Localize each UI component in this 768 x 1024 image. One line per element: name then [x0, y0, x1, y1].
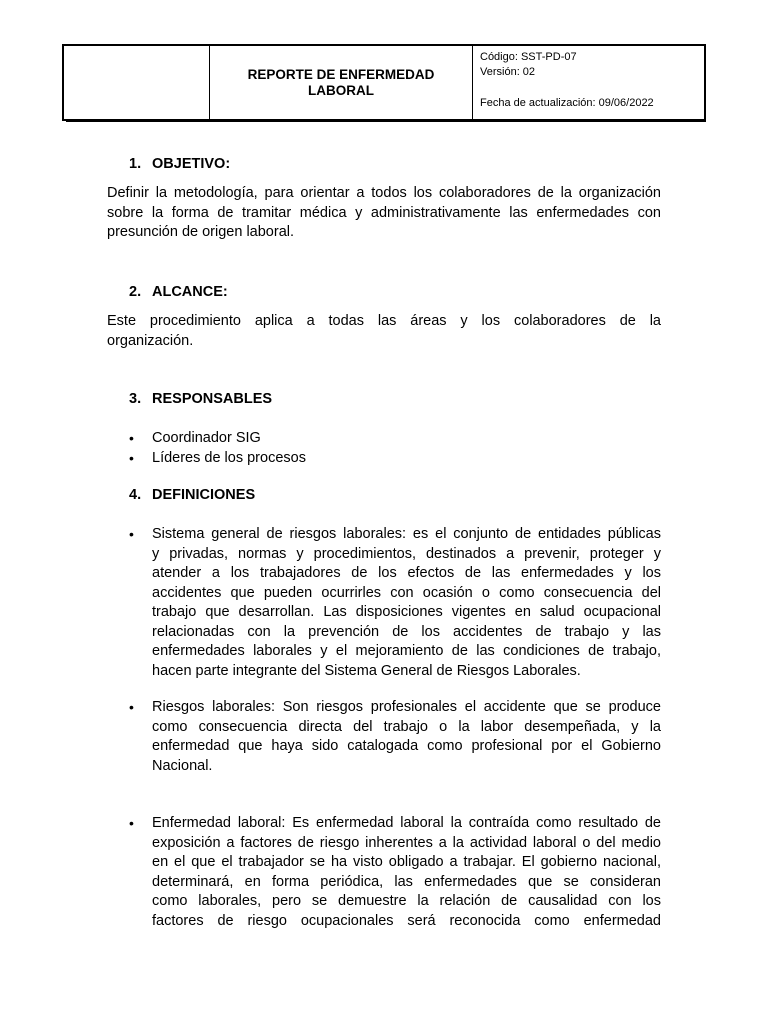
- paragraph-line: atender a los trabajadores de los efectos de las enfermedades y los: [152, 565, 661, 581]
- paragraph-line: Enfermedad laboral: Es enfermedad laboral la contraída como resultado de: [152, 815, 661, 831]
- paragraph-line: relacionadas con la prevención de los accidentes de trabajo y las: [152, 623, 661, 640]
- section-title: OBJETIVO:: [152, 156, 231, 172]
- bullet-icon: •: [129, 699, 134, 715]
- section-title: DEFINICIONES: [152, 487, 256, 503]
- section-heading-alcance: [129, 283, 228, 303]
- paragraph-line: hacen parte integrante del Sistema General de Riesgos Laborales.: [152, 662, 581, 679]
- paragraph-line: factores de riesgo ocupacionales será reconocida como enfermedad: [152, 912, 661, 929]
- paragraph-line: enfermedad que haya sido catalogada como profesional por el Gobierno: [152, 738, 661, 754]
- paragraph-line: presunción de origen laboral.: [107, 224, 295, 240]
- paragraph-line: Riesgos laborales: Son riesgos profesionales el accidente que se produce: [152, 699, 661, 715]
- section-heading-responsables: [129, 390, 272, 410]
- list-item: • Líderes de los procesos: [129, 449, 661, 469]
- definition-text: [152, 698, 661, 776]
- bullet-icon: •: [129, 526, 134, 542]
- document-code: Código: SST-PD-07: [480, 51, 577, 63]
- update-date: Fecha de actualización: 09/06/2022: [480, 97, 654, 109]
- section-number: 1.: [129, 156, 142, 172]
- paragraph-line: enfermedades laborales y el mejoramiento de las condiciones de trabajo,: [152, 643, 661, 659]
- paragraph-line: Este procedimiento aplica a todas las áreas y los colaboradores de la: [107, 313, 661, 329]
- logo-cell: [63, 45, 210, 120]
- paragraph-line: trabajo que desarrollan. Las disposiciones vigentes en salud ocupacional: [152, 604, 661, 620]
- list-item: • Coordinador SIG: [129, 429, 661, 449]
- section-number: 4.: [129, 487, 142, 503]
- section-number: 3.: [129, 391, 142, 407]
- paragraph-line: y privadas, normas y procedimientos, destinados a prevenir, proteger y: [152, 545, 661, 562]
- section-title: ALCANCE:: [152, 284, 228, 300]
- definition-item-enfermedad: [129, 814, 661, 931]
- document-header: [62, 44, 706, 121]
- section-heading-definiciones: [129, 486, 255, 506]
- objetivo-paragraph: [107, 184, 661, 243]
- paragraph-line: Definir la metodología, para orientar a todos los colaboradores de la organización: [107, 185, 661, 201]
- list-item: [129, 525, 661, 681]
- paragraph-line: exposición a factores de riesgo inherentes a la actividad laboral o del medio: [152, 834, 661, 851]
- paragraph-line: organización.: [107, 332, 194, 349]
- definition-item-riesgos: [129, 698, 661, 776]
- title-line-1: REPORTE DE ENFERMEDAD: [247, 66, 435, 82]
- info-spacer: [480, 80, 704, 96]
- paragraph-line: accidentes que pueden ocurrirles con ocasión o como consecuencia del: [152, 584, 661, 601]
- bullet-icon: •: [129, 449, 134, 466]
- list-item: [129, 698, 661, 776]
- bullet-icon: •: [129, 815, 134, 831]
- section-heading-objetivo: [129, 155, 230, 175]
- list-item: [129, 814, 661, 931]
- section-number: 2.: [129, 284, 142, 300]
- document-version: Versión: 02: [480, 66, 536, 78]
- header-rule: [66, 120, 706, 122]
- paragraph-line: determinará, en forma periódica, las enfermedades que se consideran: [152, 873, 661, 890]
- paragraph-line: sobre la forma de tramitar médica y administrativamente las enfermedades con: [107, 204, 661, 221]
- document-info: [473, 45, 706, 120]
- definition-text: [152, 814, 661, 931]
- paragraph-line: Nacional.: [152, 757, 213, 774]
- definition-text: [152, 525, 661, 681]
- paragraph-line: en el que el trabajador se ha visto obligado a trabajar. El gobierno nacional,: [152, 854, 661, 870]
- paragraph-line: como consecuencia directa del trabajo o la labor desempeñada, y la: [152, 718, 661, 735]
- alcance-paragraph: [107, 312, 661, 351]
- document-title: [210, 45, 473, 120]
- bullet-icon: •: [129, 430, 134, 446]
- responsables-list: [129, 429, 661, 468]
- title-line-2: LABORAL: [308, 82, 374, 98]
- section-title: RESPONSABLES: [152, 391, 273, 407]
- paragraph-line: como laborales, pero se demuestre la relación de causalidad con los: [152, 893, 661, 909]
- definition-item-sistema: [129, 525, 661, 681]
- paragraph-line: Sistema general de riesgos laborales: es el conjunto de entidades públicas: [152, 526, 661, 542]
